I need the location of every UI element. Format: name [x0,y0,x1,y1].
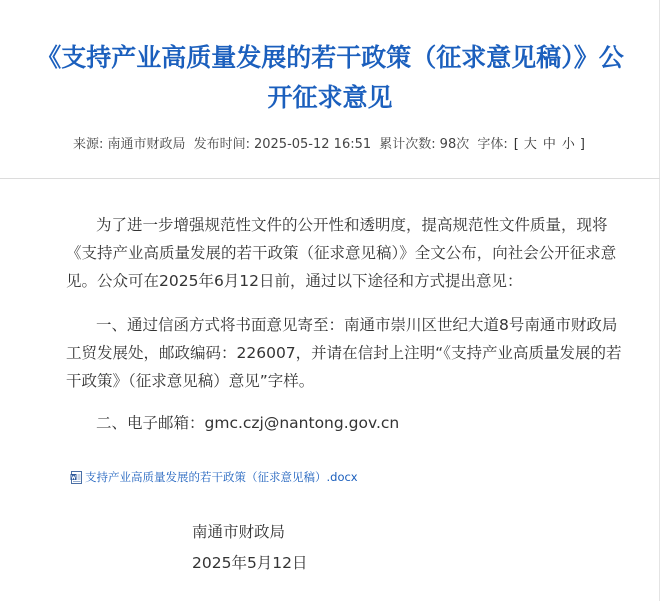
intro-paragraph: 为了进一步增强规范性文件的公开性和透明度，提高规范性文件质量，现将《支持产业高质量发展的若干政策（征求意见稿）》全文公布，向社会公开征求意见。公众可在2025年6月12日前，通过以下途径和方式提出意见： [66,216,617,290]
article-title: 《支持产业高质量发展的若干政策（征求意见稿）》公开征求意见 [36,43,624,112]
font-size-large-button[interactable]: 大 [523,137,537,152]
source-value: 南通市财政局 [107,137,186,152]
mail-method-paragraph: 一、通过信函方式将书面意见寄至：南通市崇川区世纪大道8号南通市财政局工贸发展处，邮政编码：226007，并请在信封上注明“《支持产业高质量发展的若干政策》（征求意见稿）意见”字样。 [66,316,622,390]
signature-date: 2025年5月12日 [192,554,308,572]
meta-divider [0,178,660,179]
word-document-icon [70,471,82,484]
publish-time-label: 发布时间: [193,137,250,152]
source-label: 来源: [73,137,104,152]
article-meta [0,135,660,155]
email-method-paragraph: 二、电子邮箱：gmc.czj@nantong.gov.cn [96,414,400,432]
font-size-close-bracket: ] [579,137,585,152]
font-size-open-bracket: [ [513,137,519,152]
view-count-label: 累计次数: [379,137,436,152]
font-size-control [512,137,587,152]
font-size-small-button[interactable]: 小 [561,137,575,152]
font-size-medium-button[interactable]: 中 [542,137,556,152]
attachment-link[interactable] [70,469,358,485]
signature-org: 南通市财政局 [192,523,286,541]
view-count-value: 98次 [439,137,470,152]
font-size-label: 字体: [477,137,508,152]
attachment-filename: 支持产业高质量发展的若干政策（征求意见稿）.docx [85,470,358,484]
publish-time-value: 2025-05-12 16:51 [253,137,372,152]
